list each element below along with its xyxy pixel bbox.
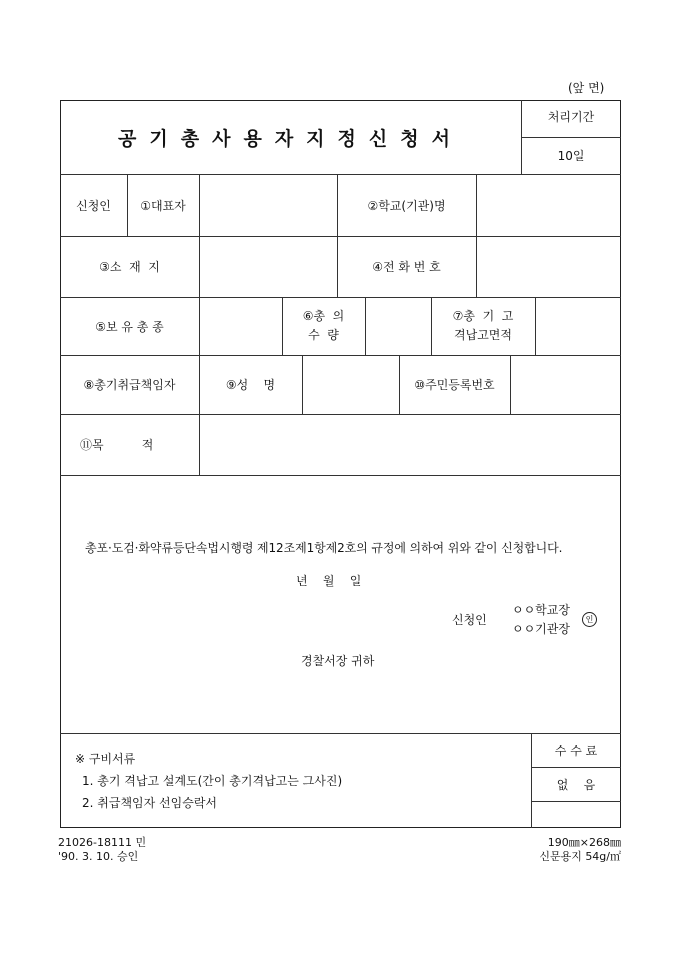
purpose-label: ⑪목 적 [80, 438, 154, 452]
required-documents-header: ※ 구비서류 [75, 752, 136, 766]
divider [337, 174, 338, 298]
divider [531, 801, 621, 802]
divider [431, 297, 432, 356]
manager-name-field[interactable] [303, 356, 399, 414]
address-label: ③소 재 지 [99, 260, 160, 274]
purpose-field[interactable] [200, 415, 620, 475]
required-document-item: 1. 총기 격납고 설계도(간이 총기격납고는 그사진) [82, 774, 343, 788]
manager-name-label: ⑨성 명 [225, 378, 276, 392]
divider [531, 767, 621, 768]
fee-value: 없 음 [556, 778, 596, 792]
storage-area-field[interactable] [536, 298, 620, 355]
form-code: 21026-18111 민 [58, 836, 147, 849]
gun-type-label: ⑤보 유 총 종 [95, 320, 164, 334]
resident-number-label: ⑩주민등록번호 [414, 378, 495, 392]
required-document-item: 2. 취급책임자 선임승락서 [82, 796, 217, 810]
gun-type-field[interactable] [200, 298, 282, 355]
applicant-label: 신청인 [76, 199, 111, 213]
addressee: 경찰서장 귀하 [301, 654, 375, 668]
approval-date: '90. 3. 10. 승인 [58, 850, 139, 863]
gun-count-field[interactable] [366, 298, 431, 355]
applicant-sign-label: 신청인 [452, 613, 487, 627]
storage-area-label-line2: 격납고면적 [454, 328, 512, 342]
processing-period-label: 처리기간 [547, 110, 595, 124]
representative-field[interactable] [200, 175, 337, 236]
processing-period-value: 10일 [557, 149, 585, 163]
divider [282, 297, 283, 356]
declaration-text: 총포·도검·화약류등단속법시행령 제12조제1항제2호의 규정에 의하여 위와 같이 신청합니다. [85, 541, 563, 555]
paper-type: 신문용지 54g/㎡ [539, 850, 621, 863]
divider [60, 733, 621, 734]
applicant-agency-head: ㅇㅇ기관장 [512, 622, 570, 636]
fee-label: 수 수 료 [554, 744, 598, 758]
seal-mark: 인 [582, 612, 597, 627]
phone-label: ④전 화 번 호 [372, 260, 441, 274]
paper-size: 190㎜×268㎜ [547, 836, 621, 849]
form-title: 공기총사용자지정신청서 [118, 128, 463, 150]
applicant-school-head: ㅇㅇ학교장 [512, 603, 570, 617]
school-name-label: ②학교(기관)명 [367, 199, 446, 213]
gun-count-label-line2: 수 량 [308, 328, 339, 342]
application-date: 년 월 일 [296, 574, 362, 588]
address-field[interactable] [200, 237, 337, 297]
resident-number-field[interactable] [511, 356, 620, 414]
school-name-field[interactable] [477, 175, 620, 236]
gun-manager-label: ⑧총기취급책임자 [83, 378, 176, 392]
front-side-label: (앞 면) [568, 81, 605, 95]
gun-count-label-line1: ⑥총 의 [302, 309, 345, 323]
representative-label: ①대표자 [140, 199, 186, 213]
divider [60, 475, 621, 476]
divider [521, 137, 621, 138]
phone-field[interactable] [477, 237, 620, 297]
storage-area-label-line1: ⑦총 기 고 [452, 309, 514, 323]
